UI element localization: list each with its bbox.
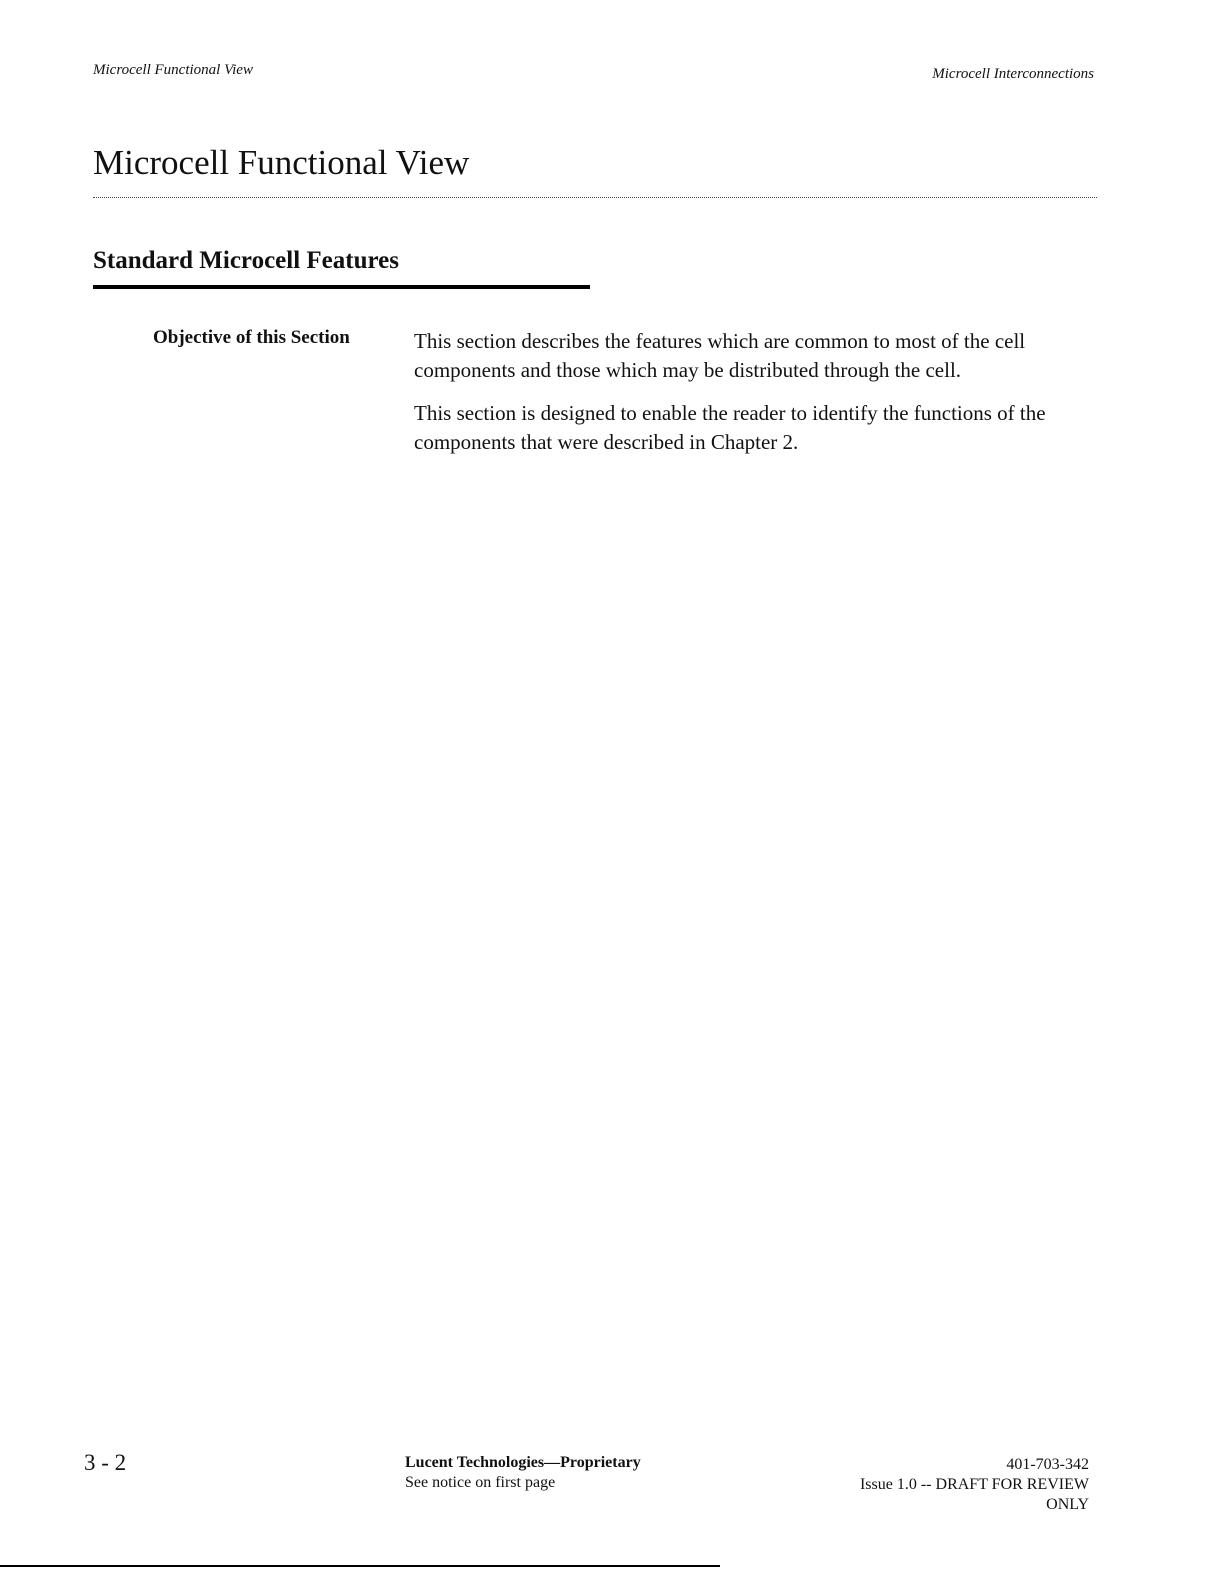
footer-document-info: [860, 1455, 1089, 1515]
issue-status: Issue 1.0 -- DRAFT FOR REVIEW: [859, 1476, 1089, 1493]
title-dotted-rule: [93, 197, 1097, 198]
bottom-rule: [0, 1565, 720, 1567]
running-header-left: Microcell Functional View: [93, 62, 253, 78]
objective-sidehead: Objective of this Section: [153, 327, 350, 348]
running-header-right: Microcell Interconnections: [932, 66, 1094, 82]
document-number: 401-703-342: [1006, 1456, 1089, 1473]
paragraph-2: This section is designed to enable the reader to identify the functions of the components that were described in Chapter 2.: [414, 401, 1046, 454]
section-heading-rule: [93, 285, 590, 289]
page-number: 3 - 2: [84, 1450, 127, 1475]
issue-status-continued: ONLY: [1046, 1496, 1089, 1513]
page-title: Microcell Functional View: [93, 143, 470, 182]
footer-proprietary: [405, 1453, 641, 1493]
footer-notice: See notice on first page: [405, 1474, 556, 1491]
paragraph-1: This section describes the features which are common to most of the cell components and those which may be distributed through the cell.: [414, 329, 1026, 382]
section-heading: Standard Microcell Features: [93, 247, 399, 274]
body-text: [414, 327, 1104, 471]
footer-company: Lucent Technologies—Proprietary: [405, 1454, 641, 1471]
